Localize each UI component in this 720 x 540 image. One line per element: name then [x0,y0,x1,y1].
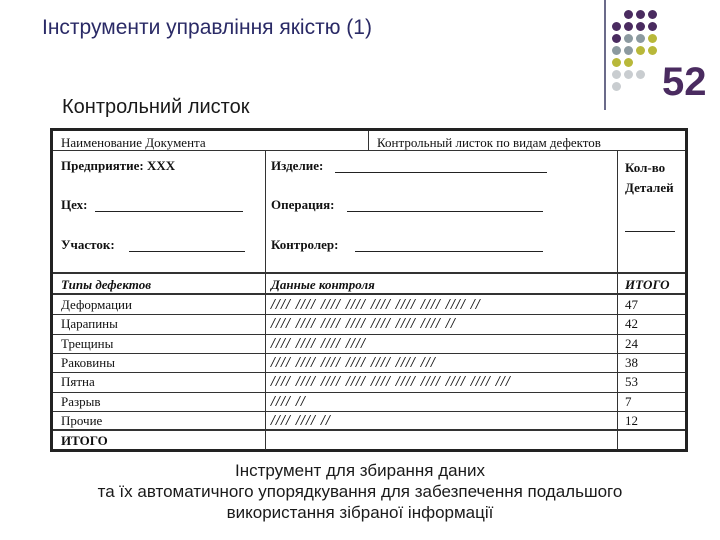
decorative-dot [648,34,657,43]
decorative-dot [624,10,633,19]
defect-total: 24 [625,335,638,351]
caption-line-2: та їх автоматичного упорядкування для забезпечення подальшого [97,482,623,501]
decorative-dot [612,34,621,43]
decorative-dot [612,82,621,91]
defect-total: 12 [625,412,638,428]
page-number: 52 [662,60,707,104]
decorative-dot [612,58,621,67]
decorative-dot [636,34,645,43]
defect-total: 53 [625,374,638,390]
doc-name-label: Наименование Документа [61,135,206,150]
total-row-label: ИТОГО [61,433,108,448]
workshop-label: Цех: [61,197,88,212]
tally-marks: //// //// //// //// //// //// //// // [271,316,456,331]
operation-label: Операция: [271,197,335,212]
tally-marks: //// // [271,393,307,408]
decorative-dot [612,70,621,79]
decorative-dot [612,22,621,31]
decorative-dot [636,22,645,31]
decorative-dot [648,22,657,31]
defect-total: 7 [625,393,632,409]
col-data-header: Данные контроля [271,277,375,292]
decorative-dot [624,46,633,55]
doc-type-label: Контрольный листок по видам дефектов [377,135,601,150]
decorative-dot [648,46,657,55]
decorative-dot [624,22,633,31]
defect-type: Пятна [61,374,95,390]
defect-total: 42 [625,316,638,332]
decorative-dot [636,10,645,19]
decorative-dot [624,34,633,43]
caption-line-1: Інструмент для збирання даних [235,461,485,480]
defect-type: Деформации [61,297,132,312]
decorative-dot [612,46,621,55]
qty-label: Кол-во Деталей [625,160,674,195]
col-total-header: ИТОГО [625,277,670,292]
tally-marks: //// //// //// //// //// //// //// //// //// /// [271,374,512,389]
decorative-dot [636,70,645,79]
slide-subtitle: Контрольний листок [62,96,250,118]
enterprise-label: Предприятие: XXX [61,158,176,173]
decorative-dot [636,46,645,55]
defect-type: Царапины [61,316,118,332]
defect-type: Разрыв [61,393,101,409]
defect-type: Раковины [61,354,115,370]
section-label: Участок: [61,237,115,252]
defect-total: 38 [625,354,638,370]
caption-line-3: використання зібраної інформації [226,503,494,522]
tally-marks: //// //// //// //// [271,335,367,350]
decorative-dot [624,70,633,79]
defect-total: 47 [625,297,638,312]
tally-marks: //// //// //// //// //// //// //// //// // [271,297,481,311]
defect-type: Прочие [61,412,103,428]
tally-marks: //// //// //// //// //// //// /// [271,354,437,369]
defect-type: Трещины [61,335,114,351]
tally-marks: //// //// // [271,412,332,427]
decorative-dot [624,58,633,67]
decorative-dot [648,10,657,19]
checklist-form [50,128,688,452]
caption [0,460,720,523]
slide-title: Інструменти управління якістю (1) [42,16,372,39]
controller-label: Контролер: [271,237,339,252]
divider-line [604,0,606,110]
col-types-header: Типы дефектов [61,277,151,292]
product-label: Изделие: [271,158,324,173]
